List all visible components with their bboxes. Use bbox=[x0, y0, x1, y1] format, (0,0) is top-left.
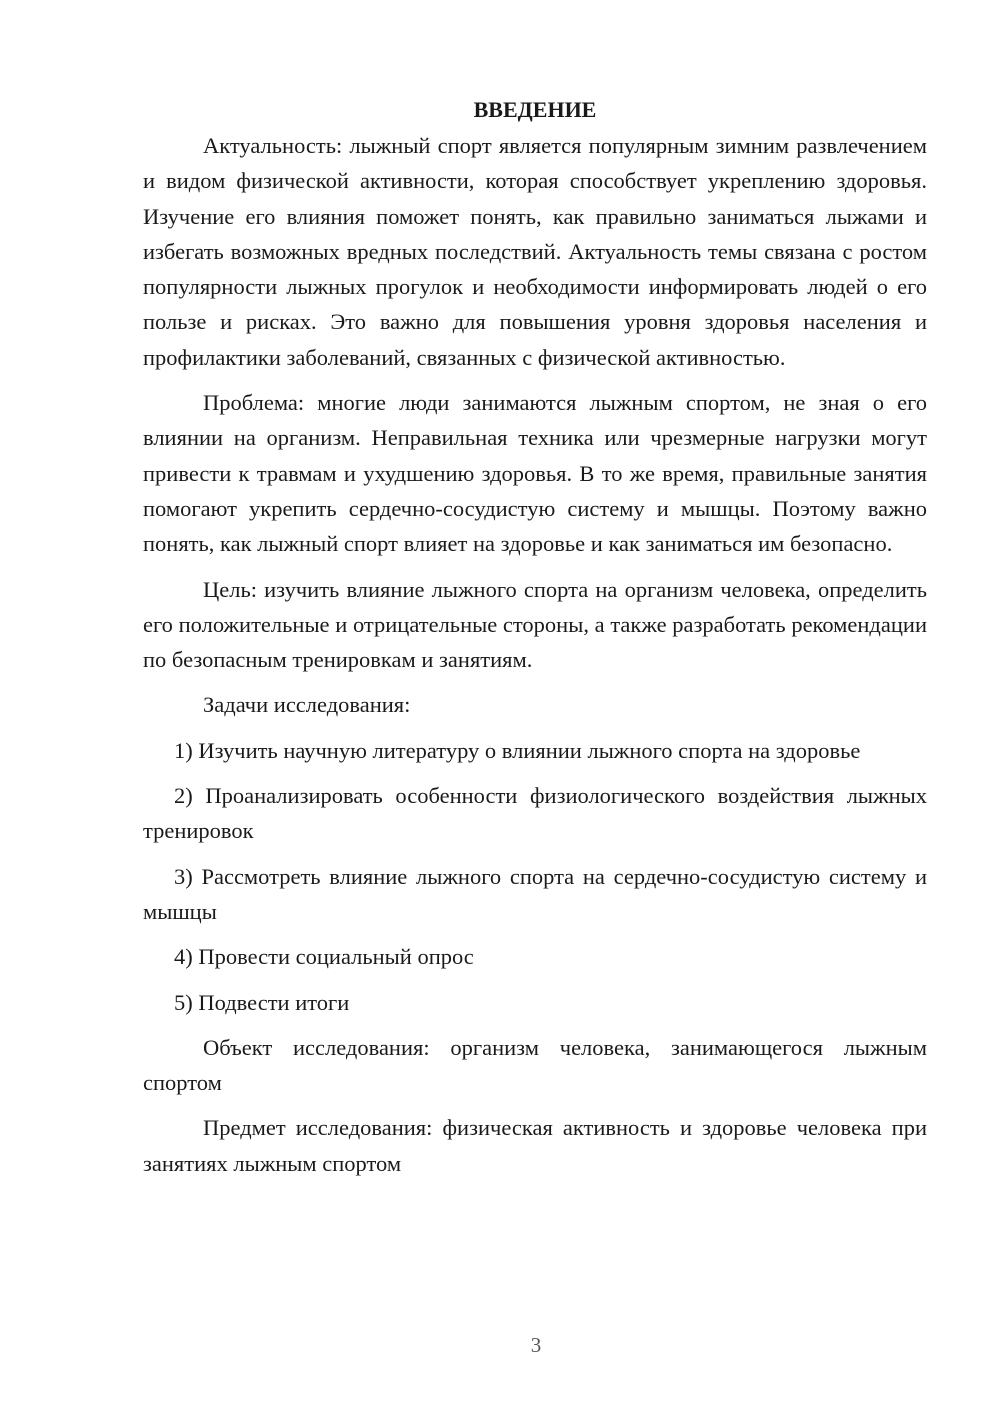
task-item-2: 2) Проанализировать особенности физиологического воздействия лыжных тренировок bbox=[143, 783, 927, 844]
page-number: 3 bbox=[530, 1333, 542, 1357]
goal-paragraph: Цель: изучить влияние лыжного спорта на организм человека, определить его положительные и отрицательные стороны, а также разработать рекомендации по безопасным тренировкам и занятиям. bbox=[143, 576, 927, 673]
page-title: ВВЕДЕНИЕ bbox=[473, 97, 597, 122]
relevance-paragraph: Актуальность: лыжный спорт является популярным зимним развлечением и видом физической активности, которая способствует укреплению здоровья. Изучение его влияния поможет понять, как правильно заниматься лыжами и избегать возможных вредных последствий. Актуальность темы связана с ростом популярности лыжных прогулок и необходимости информировать людей о его пользе и рисках. Это важно для повышения уровня здоровья населения и профилактики заболеваний, связанных с физической активностью. bbox=[143, 133, 927, 370]
task-item-3: 3) Рассмотреть влияние лыжного спорта на сердечно-сосудистую систему и мышцы bbox=[143, 863, 927, 924]
tasks-heading: Задачи исследования: bbox=[203, 692, 411, 718]
task-item-4: 4) Провести социальный опрос bbox=[174, 944, 474, 970]
task-item-5: 5) Подвести итоги bbox=[174, 989, 350, 1015]
problem-paragraph: Проблема: многие люди занимаются лыжным спортом, не зная о его влиянии на организм. Неправильная техника или чрезмерные нагрузки могут привести к травмам и ухудшению здоровья. В то же время, правильные занятия помогают укрепить сердечно-сосудистую систему и мышцы. Поэтому важно понять, как лыжный спорт влияет на здоровье и как заниматься им безопасно. bbox=[143, 390, 927, 557]
object-paragraph: Объект исследования: организм человека, занимающегося лыжным спортом bbox=[143, 1034, 927, 1096]
subject-paragraph: Предмет исследования: физическая активность и здоровье человека при занятиях лыжным спортом bbox=[143, 1115, 927, 1176]
task-item-1: 1) Изучить научную литературу о влиянии лыжного спорта на здоровье bbox=[174, 737, 861, 763]
document-body bbox=[143, 92, 927, 1181]
